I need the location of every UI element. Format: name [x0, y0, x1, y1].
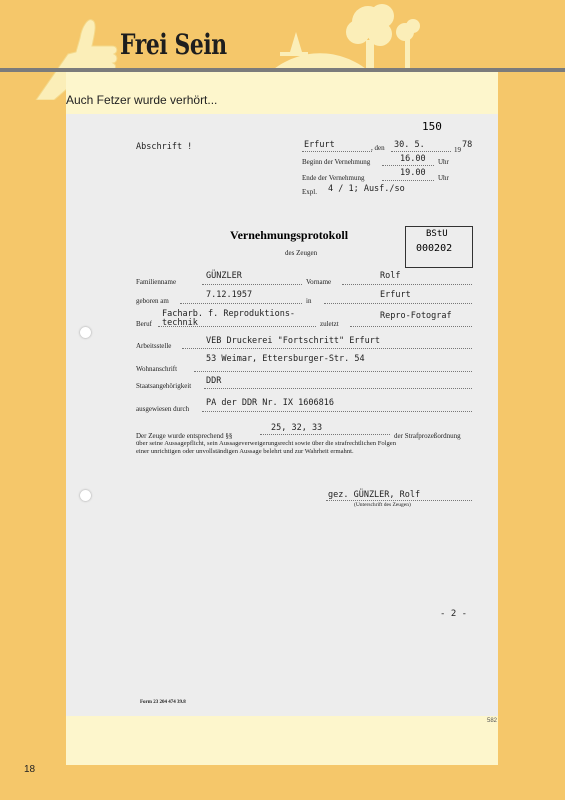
wohnanschrift-label: Wohnanschrift — [136, 365, 178, 373]
vorname-label: Vorname — [306, 278, 332, 286]
punch-hole — [80, 490, 91, 501]
year-prefix: 19 — [454, 146, 461, 154]
familienname-value: GÜNZLER — [206, 271, 242, 281]
beginn-value: 16.00 — [400, 154, 426, 164]
protocol-title: Vernehmungsprotokoll — [230, 228, 349, 242]
geboren-label: geboren am — [136, 297, 169, 305]
paragraphs-value: 25, 32, 33 — [271, 423, 323, 433]
page-number-stamp: 150 — [422, 120, 442, 133]
signature-label: (Unterschrift des Zeugen) — [354, 502, 411, 508]
arbeitsstelle-value: VEB Druckerei "Fortschritt" Erfurt — [206, 336, 380, 346]
in-label: in — [306, 297, 312, 305]
zuletzt-value: Repro-Fotograf — [380, 311, 452, 321]
familienname-label: Familienname — [136, 278, 177, 286]
brand-title: Frei Sein — [120, 28, 227, 61]
date-value: 30. 5. — [394, 140, 425, 150]
page-marker: - 2 - — [440, 609, 468, 619]
ende-value: 19.00 — [400, 168, 426, 178]
geboren-value: 7.12.1957 — [206, 290, 253, 300]
zeuge-text-3: über seine Aussagepflicht, sein Aussageverweigerungsrecht sowie über die strafrechtlichen Folgen — [136, 440, 397, 447]
expl-label: Expl. — [302, 188, 317, 196]
zeuge-text-4: einer unrichtigen oder unvollständigen Aussage belehrt und zur Wahrheit ermahnt. — [136, 448, 354, 455]
ausgewiesen-value: PA der DDR Nr. IX 1606816 — [206, 398, 334, 408]
punch-hole — [80, 327, 91, 338]
beginn-uhr: Uhr — [438, 158, 449, 166]
scanned-document — [66, 114, 498, 716]
bstu-stamp: BStU 000202 — [405, 226, 473, 268]
in-value: Erfurt — [380, 290, 411, 300]
year-value: 78 — [462, 140, 473, 150]
arbeitsstelle-label: Arbeitsstelle — [136, 342, 172, 350]
staatsangehoerigkeit-label: Staatsangehörigkeit — [136, 382, 192, 390]
place-value: Erfurt — [304, 140, 335, 150]
beruf-label: Beruf — [136, 320, 152, 328]
protocol-subtitle: des Zeugen — [285, 249, 318, 257]
beginn-label: Beginn der Vernehmung — [302, 158, 371, 166]
staatsangehoerigkeit-value: DDR — [206, 376, 222, 386]
zuletzt-label: zuletzt — [320, 320, 339, 328]
signature-value: gez. GÜNZLER, Rolf — [328, 490, 421, 500]
wohnanschrift-value: 53 Weimar, Ettersburger-Str. 54 — [206, 354, 365, 364]
zeuge-text-2: der Strafprozeßordnung — [394, 432, 461, 440]
ausgewiesen-label: ausgewiesen durch — [136, 405, 190, 413]
caption: Auch Fetzer wurde verhört... — [66, 93, 218, 107]
document-number: 582 — [487, 718, 498, 724]
ende-label: Ende der Vernehmung — [302, 174, 365, 182]
page-number: 18 — [24, 764, 36, 775]
zeuge-text-1: Der Zeuge wurde entsprechend §§ — [136, 432, 233, 440]
trees-and-sailboat-icon — [270, 2, 430, 72]
stamp-number: 000202 — [416, 243, 453, 254]
abschrift-label: Abschrift ! — [136, 142, 193, 152]
vorname-value: Rolf — [380, 271, 401, 281]
form-code: Form 23 204 474 39.8 — [140, 700, 186, 705]
beruf-value: Facharb. f. Reproduktions- technik — [162, 309, 296, 328]
ende-uhr: Uhr — [438, 174, 449, 182]
den-label: , den — [371, 144, 385, 152]
expl-value: 4 / 1; Ausf./so — [328, 184, 405, 194]
